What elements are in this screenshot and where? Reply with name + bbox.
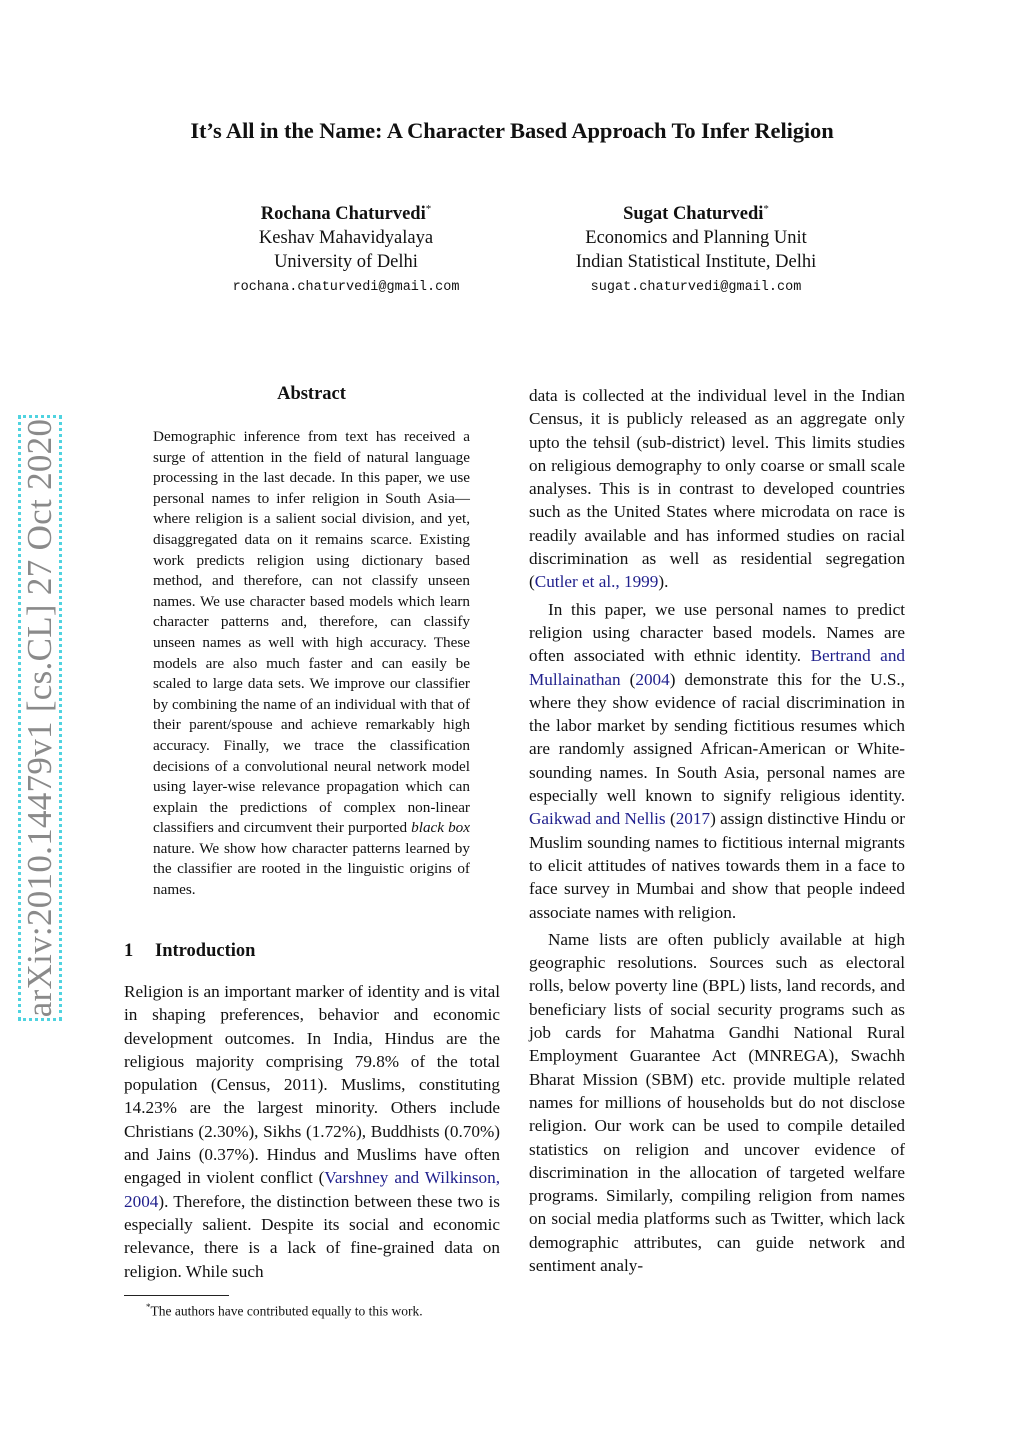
author-name: Sugat Chaturvedi* — [623, 203, 769, 225]
citation-link[interactable]: Cutler et al., 1999 — [534, 572, 659, 592]
citation-year-link[interactable]: 2017 — [675, 809, 711, 829]
section-heading — [124, 941, 255, 962]
author-email[interactable]: rochana.chaturvedi@gmail.com — [232, 280, 460, 296]
paragraph: In this paper, we use personal names to predict religion using character based models. Names are often associated with ethnic identity. Bertrand and Mullainathan (2004) demonstrate this for the U.S., where they show evidence of racial discrimination in the labor market by sending fictitious resumes which are randomly assigned African-American or White-sounding names. In South Asia, personal names are especially well known to signify religious identity. Gaikwad and Nellis (2017) assign distinctive Hindu or Muslim sounding names to fictitious internal migrants to elicit attitudes of natives towards them in a face to face survey in Mumbai and show that people indeed associate names with religion. — [529, 599, 906, 922]
right-column-body — [529, 384, 905, 1277]
citation-link[interactable]: Varshney and Wilkinson, 2004 — [124, 1168, 500, 1211]
citation-link[interactable]: Gaikwad and Nellis — [529, 809, 666, 829]
section-title: Introduction — [155, 941, 256, 961]
arxiv-stamp — [18, 415, 62, 1021]
paragraph: Name lists are often publicly available at high geographic resolutions. Sources such as electoral rolls, below poverty line (BPL) lists, land records, and beneficiary lists of social security programs such as job cards for Mahatma Gandhi National Rural Employment Guarantee Act (MNREGA), Swachh Bharat Mission (SBM) etc. provide multiple related names for millions of households but do not disclose religion. Our work can be used to compile detailed statistics on religion and uncover evidence of discrimination in the allocation of targeted welfare programs. Similarly, compiling religion from names on social media platforms such as Twitter, which lack demographic attributes, can guide network and sentiment analy- — [529, 929, 905, 1275]
paragraph: data is collected at the individual level in the Indian Census, it is publicly released as an aggregate only upto the tehsil (sub-district) level. This limits studies on religious demography to only coarse or small scale analyses. This is in contrast to developed countries such as the United States where microdata on race is readily available and has informed studies on racial discrimination as well as residential segregation (Cutler et al., 1999). — [529, 386, 905, 592]
author-name: Rochana Chaturvedi* — [260, 203, 432, 225]
abstract-italic: black box — [411, 819, 470, 837]
left-column-body — [124, 980, 500, 1283]
author-affiliation: University of Delhi — [274, 252, 418, 273]
abstract-text: Demographic inference from text has received a surge of attention in the field of natural language processing in the last decade. In this paper, we use personal names to infer religion in South Asia—where religion is a salient social division, and yet, disaggregated data on it remains scarce. Existing work predicts religion using dictionary based method, and therefore, can not classify unseen names. We use character based models which learn character patterns and, therefore, can classify unseen names as well with high accuracy. These models are also much faster and can easily be scaled to large data sets. We improve our classifier by combining the name of an individual with that of their parent/spouse and achieve remarkably high accuracy. Finally, we trace the classification decisions of a convolutional neural network model using layer-wise relevance propagation which can explain the predictions of complex non-linear classifiers and circumvent their purported black box nature. We show how character patterns learned by the classifier are rooted in the linguistic origins of names. — [153, 428, 470, 899]
abstract-heading: Abstract — [277, 384, 346, 404]
author-affiliation: Indian Statistical Institute, Delhi — [575, 252, 817, 273]
footnote: *The authors have contributed equally to this work. — [146, 1302, 423, 1319]
author-email[interactable]: sugat.chaturvedi@gmail.com — [590, 280, 802, 296]
arxiv-identifier: arXiv:2010.14479v1 [cs.CL] 27 Oct 2020 — [20, 418, 59, 1018]
citation-link[interactable]: Bertrand and Mullainathan — [529, 646, 906, 689]
section-number: 1 — [124, 941, 134, 961]
citation-year-link[interactable]: 2004 — [635, 669, 670, 689]
paper-title: It’s All in the Name: A Character Based Approach To Infer Religion — [190, 118, 834, 143]
paragraph: Religion is an important marker of identity and is vital in shaping preferences, behavior and economic development outcomes. In India, Hindus are the religious majority comprising 79.8% of the total population (Census, 2011). Muslims, constituting 14.23% are the largest minority. Others include Christians (2.30%), Sikhs (1.72%), Buddhists (0.70%) and Jains (0.37%). Hindus and Muslims have often engaged in violent conflict (Varshney and Wilkinson, 2004). Therefore, the distinction between these two is especially salient. Despite its social and economic relevance, there is a lack of fine-grained data on religion. While such — [124, 982, 500, 1281]
author-affiliation: Keshav Mahavidyalaya — [258, 228, 434, 249]
author-affiliation: Economics and Planning Unit — [585, 228, 807, 249]
author-block-2 — [540, 197, 852, 299]
author-block-1 — [206, 197, 486, 299]
footnote-mark: * — [146, 1302, 151, 1312]
footnote-rule — [124, 1295, 229, 1296]
